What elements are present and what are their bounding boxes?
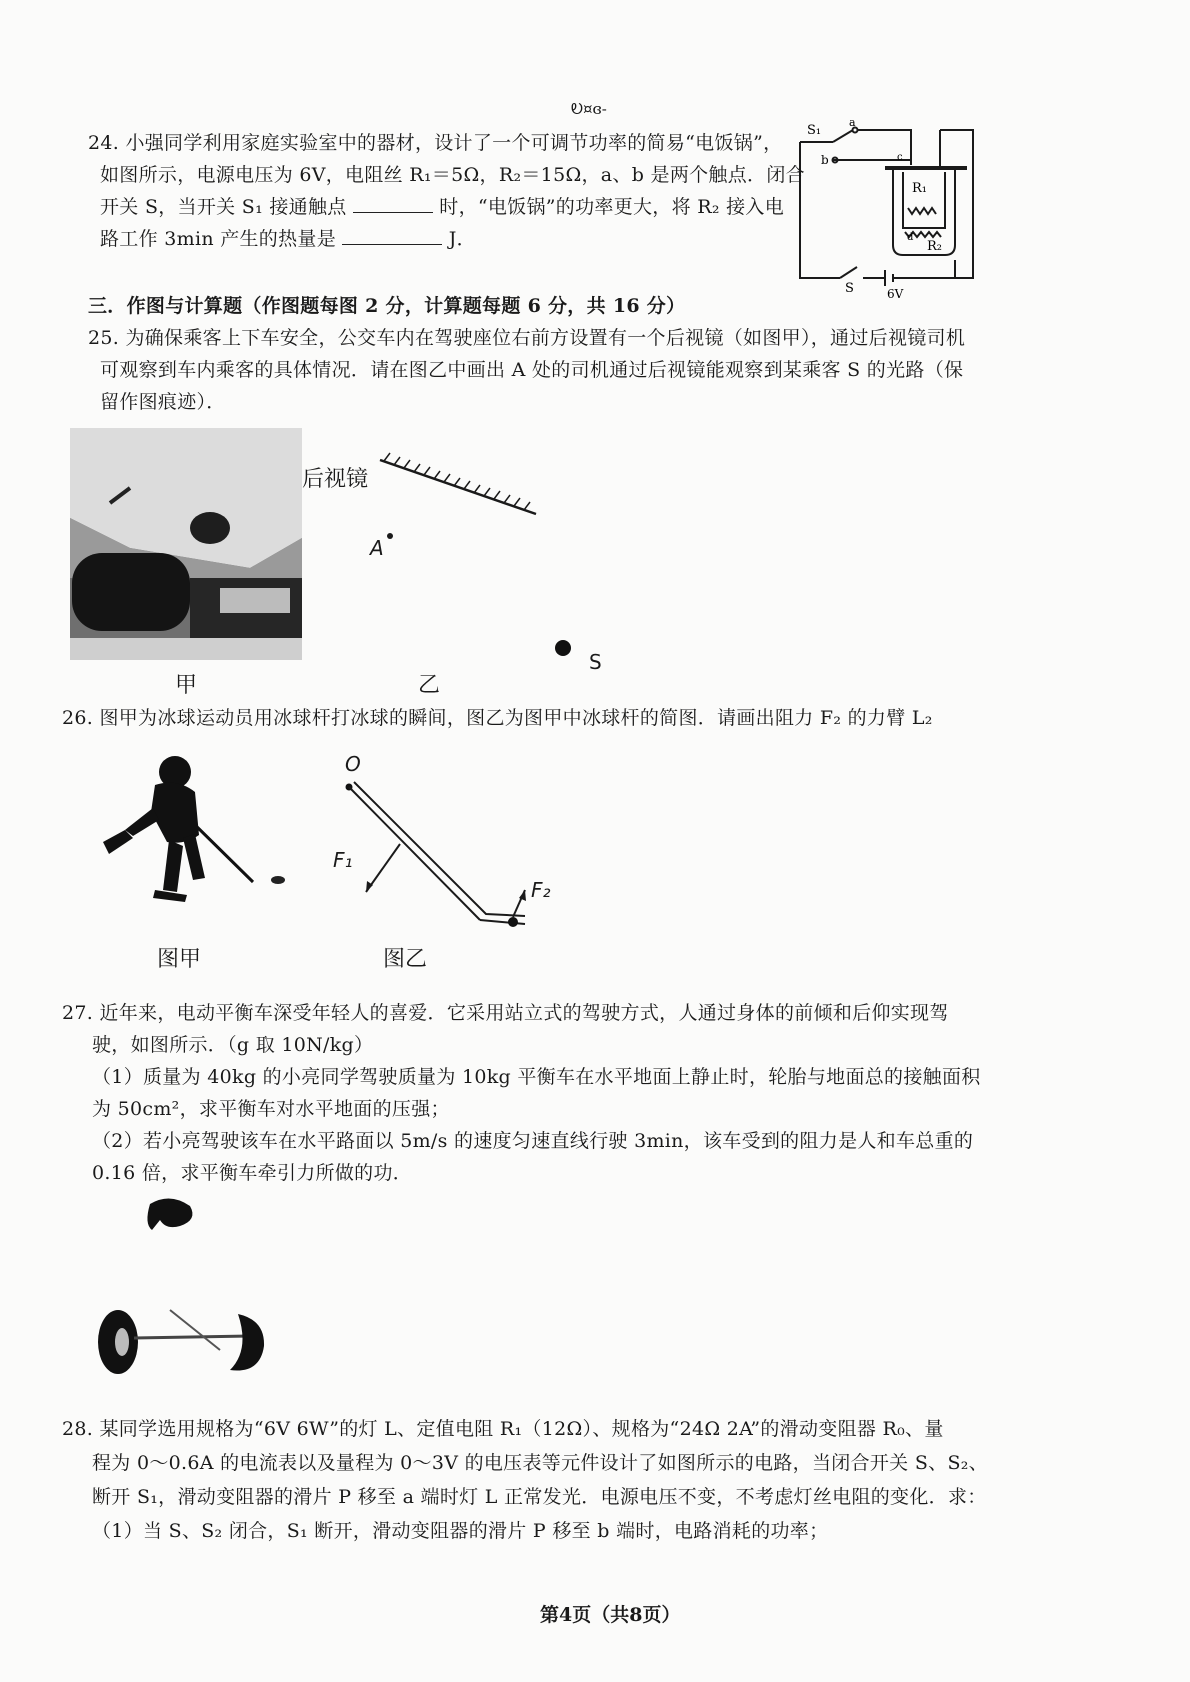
q26-caption-right: 图乙 [383,947,428,972]
q24-line-1: 24. 小强同学利用家庭实验室中的器材，设计了一个可调节功率的简易“电饭锅”， [88,132,783,154]
page-footer: 第4页（共8页） [540,1604,681,1626]
label-a: a [849,120,856,129]
battery [885,270,893,286]
q25-line-2: 可观察到车内乘客的具体情况．请在图乙中画出 A 处的司机通过后视镜能观察到某乘客 S 的光路（保 [100,359,964,381]
page-header-mark: Ꭷ¤ɞ- [571,100,607,118]
q25-caption-left: 甲 [175,673,198,698]
q26-stick-diagram [320,760,580,940]
q26-hockey-player-photo [95,750,295,920]
q27-line-6: 0.16 倍，求平衡车牵引力所做的功． [92,1162,413,1184]
q24-blank-heat[interactable] [342,226,442,245]
q24-line-3-start: 开关 S，当开关 S₁ 接通触点 [100,196,347,218]
label-b: b [821,153,829,167]
label-r1: R₁ [912,181,927,196]
q27-line-5: （2）若小亮驾驶该车在水平路面以 5m/s 的速度匀速直线行驶 3min，该车受到的阻力是人和车总重的 [92,1130,974,1152]
q27-line-4: 为 50cm²，求平衡车对水平地面的压强； [92,1098,450,1120]
label-s: S [845,281,854,296]
q24-line-4 [100,226,476,252]
section-3-heading: 三．作图与计算题（作图题每图 2 分，计算题每题 6 分，共 16 分） [88,295,686,317]
point-a-dot [387,533,393,539]
label-r2: R₂ [927,239,942,254]
q28-line-4: （1）当 S、S₂ 闭合，S₁ 断开，滑动变阻器的滑片 P 移至 b 端时，电路消耗的功率； [92,1520,829,1542]
q27-line-2: 驶，如图所示．（g 取 10N/kg） [92,1034,374,1056]
q27-balance-car-photo [90,1190,290,1390]
q24-circuit-diagram [795,120,1045,300]
label-6v: 6V [887,287,904,300]
q25-mirror-diagram [370,450,550,610]
q26-caption-left: 图甲 [157,947,202,972]
q24-blank-contact[interactable] [353,194,433,213]
q25-caption-right: 乙 [418,673,441,698]
q24-line-3-end: 时，“电饭锅”的功率更大，将 R₂ 接入电 [439,196,784,218]
q27-line-1: 27. 近年来，电动平衡车深受年轻人的喜爱．它采用站立式的驾驶方式，人通过身体的前倾和后仰实现驾 [62,1002,949,1024]
label-o: O [345,752,361,776]
stick-lower-edge [354,782,525,916]
q25-line-1: 25. 为确保乘客上下车安全，公交车内在驾驶座位右前方设置有一个后视镜（如图甲），通过后视镜司机 [88,327,966,349]
label-f1: F₁ [333,848,353,872]
point-s-label: S [589,650,602,674]
label-c: c [897,152,903,163]
mirror-surface [380,460,536,514]
puck-contact [508,917,518,927]
q24-line-4-start: 路工作 3min 产生的热量是 [100,228,336,250]
point-a-label: A [370,536,384,560]
q26-line-1: 26. 图甲为冰球运动员用冰球杆打冰球的瞬间，图乙为图甲中冰球杆的简图．请画出阻力 F₂ 的力臂 L₂ [62,707,933,729]
q24-line-4-end: J． [448,228,476,250]
q24-line-3 [100,194,784,220]
q24-line-2: 如图所示，电源电压为 6V，电阻丝 R₁＝5Ω，R₂＝15Ω，a、b 是两个触点．闭合 [100,164,805,186]
q28-line-2: 程为 0～0.6A 的电流表以及量程为 0～3V 的电压表等元件设计了如图所示的电路，当闭合开关 S、S₂、 [92,1452,988,1474]
point-s-dot [553,638,573,658]
switch-s-blade [840,267,857,278]
r1-coil [908,208,936,214]
label-f2: F₂ [531,878,551,902]
q25-bus-photo [70,428,302,660]
label-s1: S₁ [807,123,822,138]
q25-line-3: 留作图痕迹）． [100,391,226,413]
q28-line-3: 断开 S₁，滑动变阻器的滑片 P 移至 a 端时灯 L 正常发光．电源电压不变，不考虑灯丝电阻的变化．求： [92,1486,987,1508]
q28-line-1: 28. 某同学选用规格为“6V 6W”的灯 L、定值电阻 R₁（12Ω）、规格为“24Ω 2A”的滑动变阻器 R₀、量 [62,1418,944,1440]
label-d: d [907,232,914,243]
stick-blade [480,920,525,924]
stick-upper-edge [349,787,480,920]
q27-line-3: （1）质量为 40kg 的小亮同学驾驶质量为 10kg 平衡车在水平地面上静止时，轮胎与地面总的接触面积 [92,1066,981,1088]
switch-s1-blade [833,130,853,142]
mirror-label: 后视镜 [302,467,369,492]
mirror-hatching [384,453,530,510]
